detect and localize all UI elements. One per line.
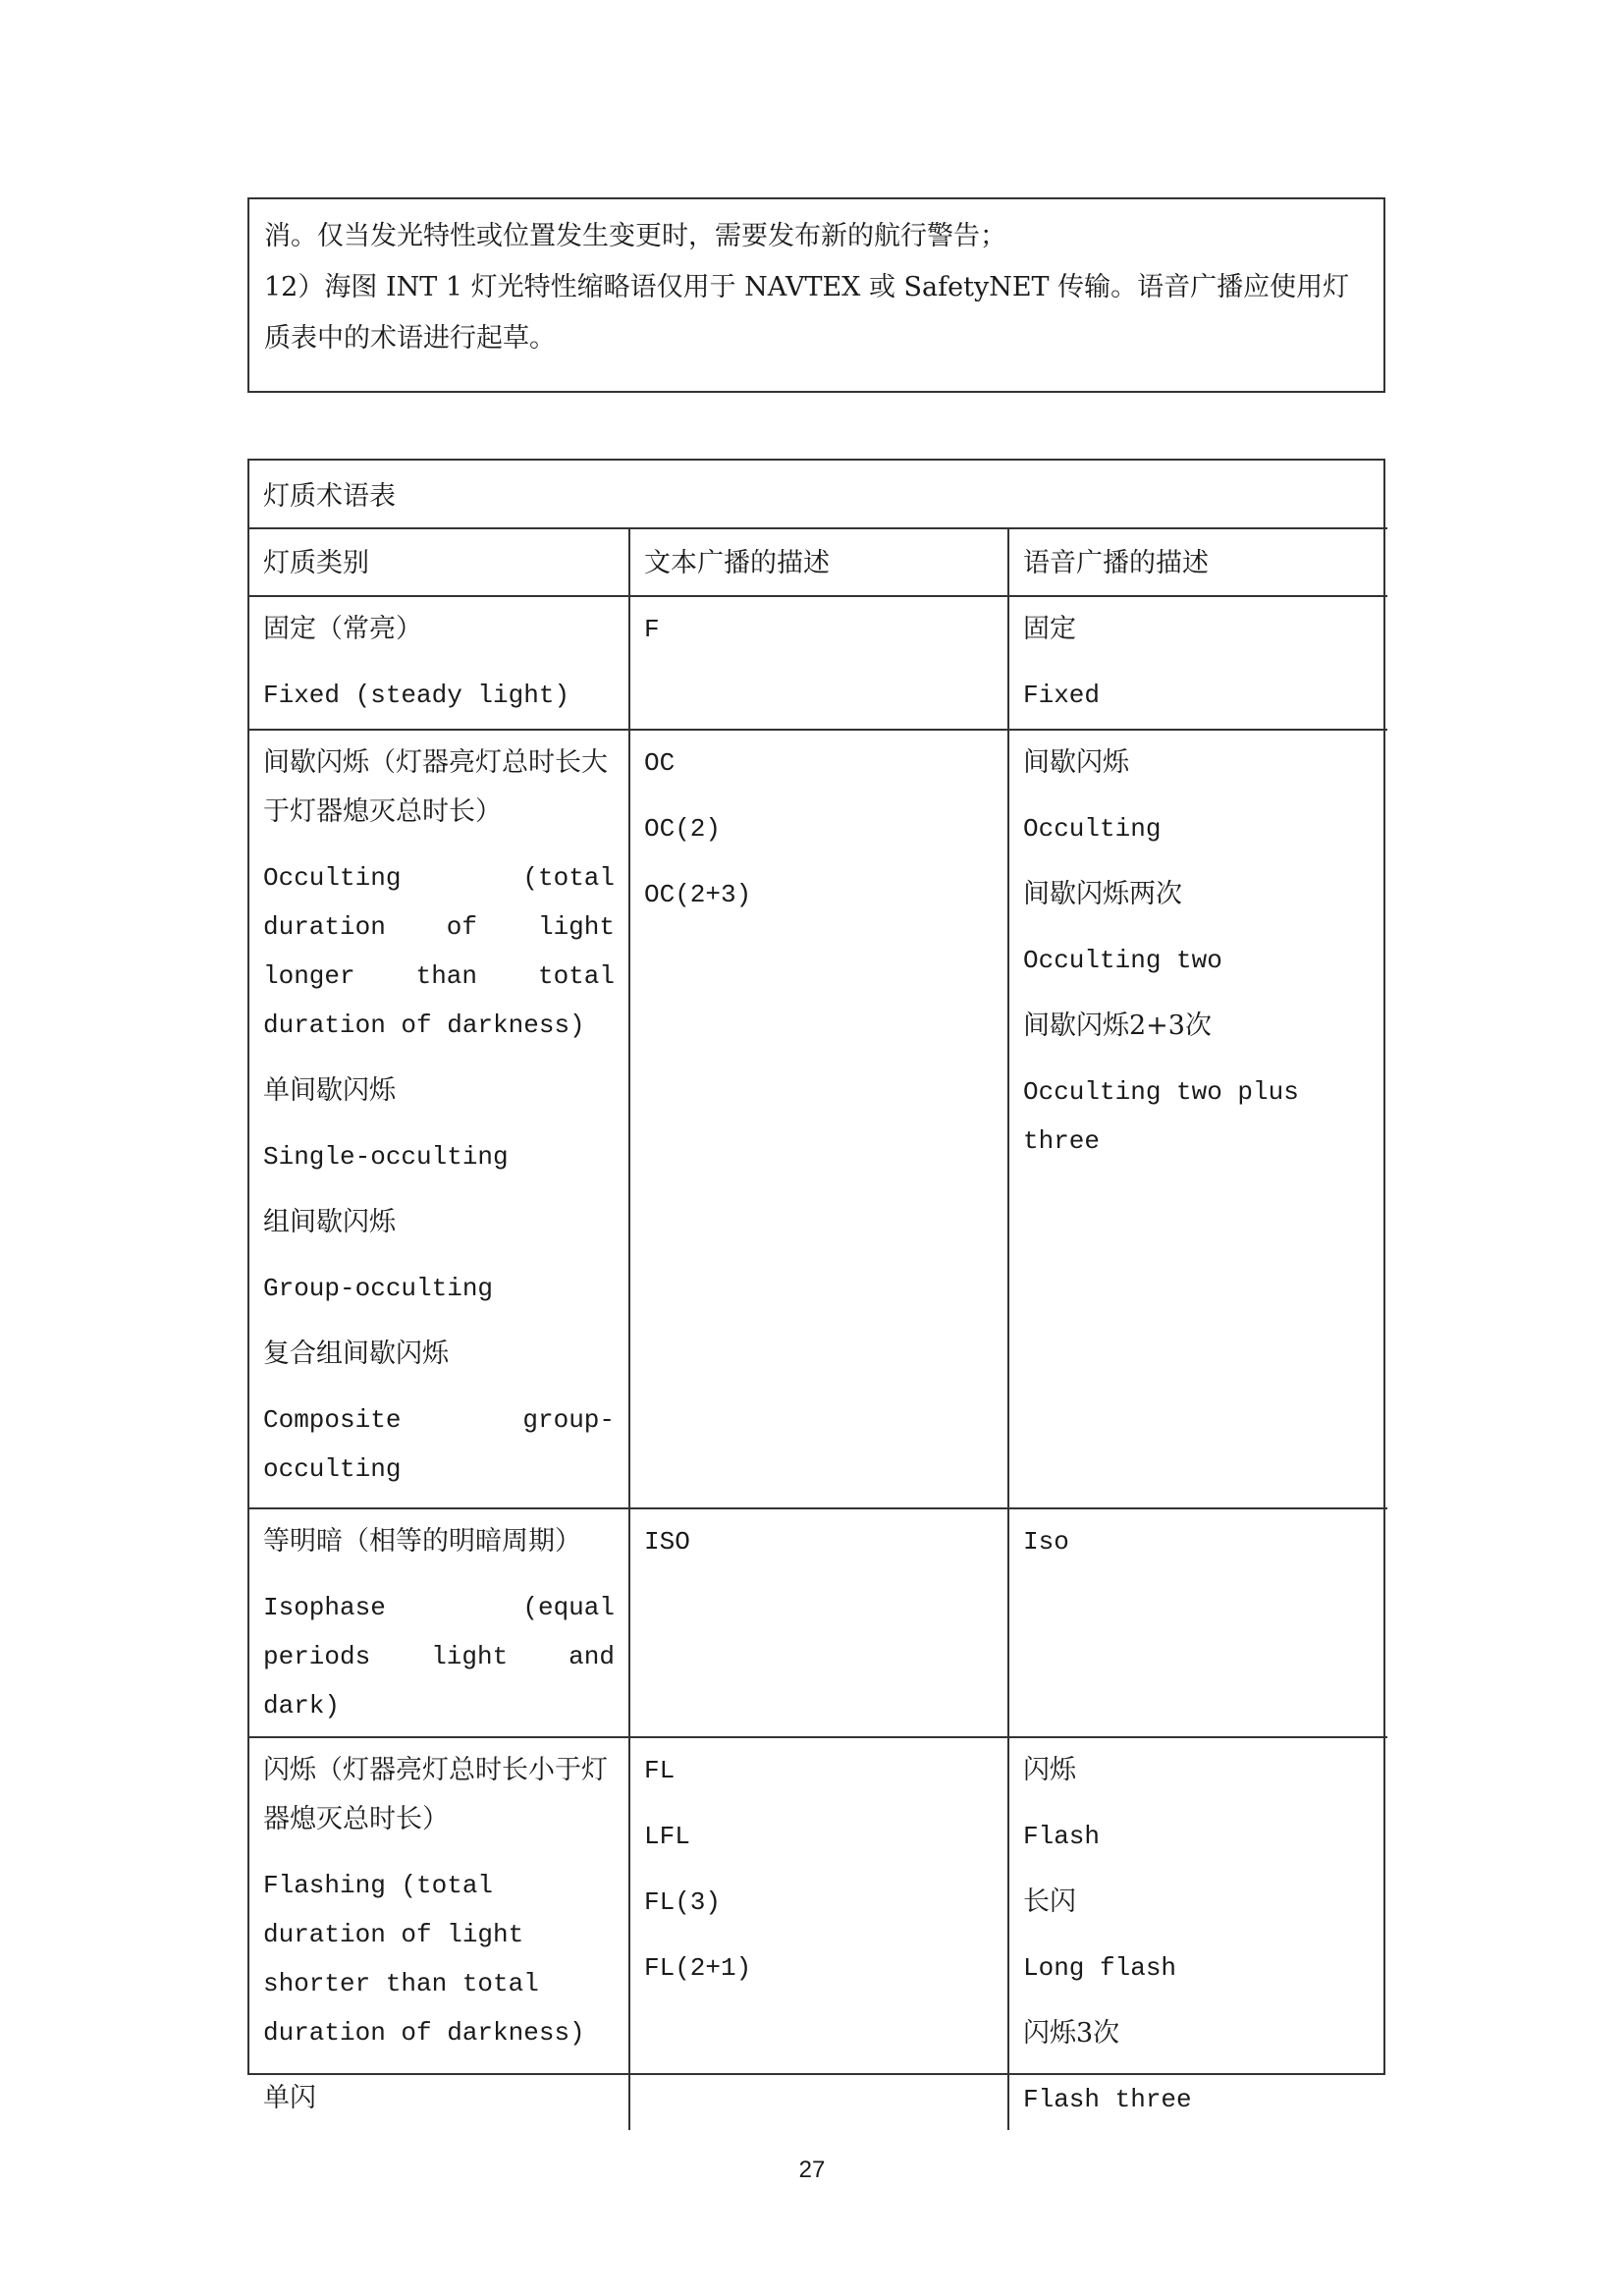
category-zh: 组间歇闪烁	[263, 1207, 396, 1237]
text-code: FL(2+1)	[644, 1953, 752, 1983]
cell-voice	[1008, 1508, 1387, 1737]
voice-zh: 闪烁3次	[1023, 2018, 1120, 2049]
category-zh: 固定（常亮）	[263, 614, 422, 644]
cell-category	[249, 1508, 629, 1737]
text-code: ISO	[644, 1527, 690, 1557]
voice-zh: 长闪	[1023, 1886, 1076, 1917]
voice-en: Fixed	[1023, 681, 1101, 710]
note-line-1: 消。仅当发光特性或位置发生变更时，需要发布新的航行警告；	[264, 221, 1006, 251]
category-zh: 复合组间歇闪烁	[263, 1339, 449, 1369]
note-box	[247, 197, 1385, 393]
table-row	[249, 596, 1387, 730]
category-zh: 等明暗（相等的明暗周期）	[263, 1526, 581, 1557]
category-en: Single-occulting	[263, 1142, 509, 1172]
cell-category	[249, 730, 629, 1508]
header-category: 灯质类别	[249, 528, 629, 596]
cell-text	[629, 1508, 1008, 1737]
cell-text	[629, 730, 1008, 1508]
voice-en: Occulting	[1023, 814, 1162, 844]
voice-en: Flash	[1023, 1822, 1101, 1851]
category-en: Isophase (equal periods light and dark)	[263, 1593, 615, 1721]
voice-en: Occulting two plus three	[1023, 1077, 1299, 1156]
note-line-2: 12）海图 INT 1 灯光特性缩略语仅用于 NAVTEX 或 SafetyNET 传输。语音广播应使用灯质表中的术语进行起草。	[264, 272, 1350, 354]
table-row	[249, 730, 1387, 1508]
text-code: FL	[644, 1756, 676, 1785]
table-title: 灯质术语表	[249, 461, 1387, 528]
category-zh: 间歇闪烁（灯器亮灯总时长大于灯器熄灭总时长）	[263, 747, 608, 827]
light-character-table	[247, 459, 1385, 2114]
cell-text	[629, 596, 1008, 730]
header-text-broadcast: 文本广播的描述	[629, 528, 1008, 596]
voice-zh: 间歇闪烁2+3次	[1023, 1011, 1212, 1041]
category-zh: 单间歇闪烁	[263, 1075, 396, 1106]
voice-zh: 固定	[1023, 614, 1076, 644]
category-zh: 闪烁（灯器亮灯总时长小于灯器熄灭总时长）	[263, 1755, 608, 1834]
category-en: Group-occulting	[263, 1274, 494, 1303]
text-code: OC(2+3)	[644, 880, 752, 909]
header-voice-broadcast: 语音广播的描述	[1008, 528, 1387, 596]
category-en: Flashing (total duration of light shorter than total duration of darkness)	[263, 1871, 585, 2048]
cell-category	[249, 596, 629, 730]
text-code: F	[644, 615, 660, 644]
text-code: FL(3)	[644, 1887, 722, 1917]
cell-voice	[1008, 1737, 1387, 2130]
voice-en: Long flash	[1023, 1953, 1177, 1983]
cell-voice	[1008, 730, 1387, 1508]
voice-zh: 间歇闪烁	[1023, 747, 1129, 778]
page-number: 27	[798, 2157, 826, 2183]
table	[249, 461, 1387, 2130]
voice-en: Occulting two	[1023, 946, 1222, 975]
text-code: OC(2)	[644, 814, 722, 844]
text-code: OC	[644, 748, 676, 778]
table-row	[249, 1508, 1387, 1737]
cell-category	[249, 1737, 629, 2130]
text-code: LFL	[644, 1822, 690, 1851]
voice-zh: 闪烁	[1023, 1755, 1076, 1785]
voice-en: Flash three	[1023, 2085, 1192, 2114]
table-row	[249, 1737, 1387, 2130]
category-en: Fixed (steady light)	[263, 681, 570, 710]
cell-voice	[1008, 596, 1387, 730]
voice-en: Iso	[1023, 1527, 1069, 1557]
category-en: Composite group-occulting	[263, 1405, 615, 1484]
category-en: Occulting (total duration of light longer than total duration of darkness)	[263, 863, 615, 1040]
cell-text	[629, 1737, 1008, 2130]
voice-zh: 间歇闪烁两次	[1023, 879, 1182, 909]
category-zh: 单闪	[263, 2083, 316, 2113]
